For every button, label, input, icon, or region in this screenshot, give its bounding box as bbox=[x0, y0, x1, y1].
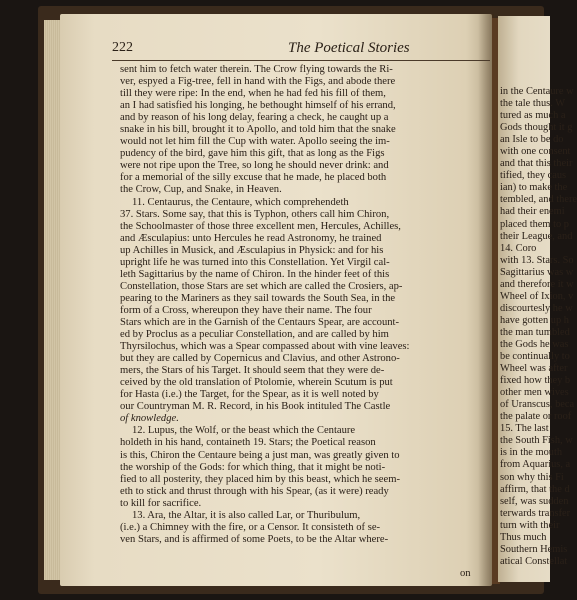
right-text-line: Gods thought it g bbox=[500, 122, 573, 134]
text-line: of knowledge. bbox=[120, 413, 179, 425]
right-text-line: son why this Fi bbox=[500, 471, 564, 483]
right-text-line: discourtesly he w bbox=[500, 302, 573, 314]
right-text-line: of Uranscus, beca bbox=[500, 399, 575, 411]
right-text-line: the man tumbled bbox=[500, 326, 570, 338]
text-line: snake in his bill, brought it to Apollo, and told him that the snake bbox=[120, 124, 396, 136]
text-line: and by reason of his long delay, fearing a check, he caught up a bbox=[120, 112, 389, 124]
text-line: would not let him fill the Cup with water. Apollo seeing the im- bbox=[120, 136, 390, 148]
right-text-line: and therefore it w bbox=[500, 278, 574, 290]
text-line: ed by Proclus as a peculiar Constellation, and are called by him bbox=[120, 329, 389, 341]
right-text-line: other men wives bbox=[500, 387, 569, 399]
text-line: for a memorial of the silly excuse that he made, he placed both bbox=[120, 172, 387, 184]
text-line: ceived by the old translation of Ptolomie, wherein Scutum is put bbox=[120, 377, 393, 389]
right-text-line: tified, they caus bbox=[500, 170, 567, 182]
text-line: 37. Stars. Some say, that this is Typhon, others call him Chiron, bbox=[120, 208, 390, 220]
right-text-line: the South Fish, w bbox=[500, 435, 573, 447]
right-text-line: is in the mouth bbox=[500, 447, 563, 459]
right-page-text bbox=[500, 86, 577, 568]
right-text-line: from Aquarius, a bbox=[500, 459, 571, 471]
text-line: sent him to fetch water therein. The Crow flying towards the Ri- bbox=[120, 64, 393, 75]
right-text-line: turn with their bbox=[500, 519, 560, 531]
text-line: upright life he was turned into this Constellation. Yet Virgil cal- bbox=[120, 256, 390, 268]
right-text-line: affirm, that the d bbox=[500, 483, 570, 495]
text-line: mers, the Stars of his Target. It should seem that they were de- bbox=[120, 365, 385, 377]
text-line: the worship of the Gods: for which thing, that it might be noti- bbox=[120, 461, 386, 473]
header-rule bbox=[112, 60, 490, 61]
right-text-line: placed them to p bbox=[500, 218, 569, 230]
text-line: an I had satisfied his longing, he bethought himself of his errand, bbox=[120, 100, 396, 112]
section-heading-centaurus: 11. Centaurus, the Centaure, which comprehendeth bbox=[132, 196, 349, 208]
right-text-line: self, was sudden bbox=[500, 495, 569, 507]
right-text-line: had their enemi bbox=[500, 206, 565, 218]
text-line: is this, Chiron the Centaure being a just man, was greatly given to bbox=[120, 449, 400, 461]
text-line: holdeth in his hand, containeth 19. Stars; the Poetical reason bbox=[120, 437, 376, 449]
page-number: 222 bbox=[112, 40, 133, 55]
text-line: and Æsculapius: unto Hercules he read Astronomy, he trained bbox=[120, 232, 382, 244]
right-text-line: atical Constellat bbox=[500, 555, 568, 567]
right-text-line: with one consent bbox=[500, 146, 571, 158]
section-heading-lupus: 12. Lupus, the Wolf, or the beast which the Centaure bbox=[132, 425, 356, 437]
right-text-line: have gotten up h bbox=[500, 314, 569, 326]
catchword: on bbox=[460, 568, 471, 579]
right-text-line: the Gods he was bbox=[500, 338, 569, 350]
text-line: the Crow, Cup, and Snake, in Heaven. bbox=[120, 184, 282, 196]
text-line: Constellation, those Stars are set which are called the Crosiers, ap- bbox=[120, 280, 403, 292]
text-line: leth Sagittarius by the name of Chiron. In the hinder feet of this bbox=[120, 268, 390, 280]
right-text-line: Sagittarius was w bbox=[500, 266, 574, 278]
right-text-line: fixed how they b bbox=[500, 375, 571, 387]
text-line: form of a Cross, whereupon they have their name. The four bbox=[120, 304, 372, 316]
text-line: our Countryman M. R. Record, in his Book intituled The Castle bbox=[120, 401, 391, 413]
right-text-line: 14. Coro bbox=[500, 242, 537, 254]
page-header bbox=[112, 40, 492, 62]
right-text-line: an Isle to be do bbox=[500, 134, 564, 146]
right-text-line: tembled, and there bbox=[500, 194, 577, 206]
text-line: pudency of the bird, gave him this gift, that as long as the Figs bbox=[120, 148, 385, 160]
right-text-line: Wheel of Ixion, v bbox=[500, 290, 574, 302]
text-line: till they were ripe: In the end, when he had fed his fill of them, bbox=[120, 88, 386, 100]
text-line: were not ripe upon the Tree, so long he should never drink: and bbox=[120, 160, 389, 172]
right-text-line: terwards transfer bbox=[500, 507, 571, 519]
text-line: (i.e.) a Chimney with the fire, or a Censor. It consisteth of se- bbox=[120, 521, 381, 533]
text-line: up Achilles in Musick, and Æsculapius in Physick: and for his bbox=[120, 244, 384, 256]
right-page bbox=[498, 16, 577, 582]
running-title: The Poetical Stories bbox=[288, 40, 410, 56]
text-line: the Schoolmaster of those three excellent men, Hercules, Achilles, bbox=[120, 220, 401, 232]
text-line: to kill for sacrifice. bbox=[120, 497, 202, 509]
text-line: but they are called by Copernicus and Clavius, and other Astrono- bbox=[120, 353, 400, 365]
body-text bbox=[120, 64, 482, 546]
right-text-line: be continually to bbox=[500, 351, 570, 363]
section-heading-ara: 13. Ara, the Altar, it is also called Lar, or Thuribulum, bbox=[132, 509, 361, 521]
right-text-line: the palate or roof bbox=[500, 411, 572, 423]
right-text-line: the tale thus. W bbox=[500, 98, 566, 110]
text-line: ven Stars, and is affirmed of some Poets, to be the Altar where- bbox=[120, 533, 389, 545]
right-text-line: and that this their bbox=[500, 158, 573, 170]
text-line: ver, espyed a Fig-tree, fell in hand with the Figs, and abode there bbox=[120, 76, 396, 88]
right-text-line: tured as much a bbox=[500, 110, 566, 122]
text-line: pearing to the Mariners as they sail towards the South Sea, in the bbox=[120, 292, 396, 304]
right-text-line: Southern Hemis bbox=[500, 543, 568, 555]
text-line: for Hasta (i.e.) the Target, for the Spear, as it is well noted by bbox=[120, 389, 379, 401]
text-line: Thyrsilochus, which was a Spear compassed about with vine leaves: bbox=[120, 341, 410, 353]
right-text-line: Thus much bbox=[500, 531, 547, 543]
right-text-line: 15. The last bbox=[500, 423, 549, 435]
right-text-line: ian) to make the bbox=[500, 182, 568, 194]
right-text-line: with 13. Stars. So bbox=[500, 254, 574, 266]
text-line: fied to all posterity, they placed him by this beast, which he seem- bbox=[120, 473, 400, 485]
text-line: Stars which are in the Garnish of the Centaurs Spear, are account- bbox=[120, 316, 400, 328]
right-text-line: Wheel was after bbox=[500, 363, 568, 375]
text-line: eth to stick and thrust through with his Spear, (as it were) ready bbox=[120, 485, 389, 497]
right-text-line: their League, and bbox=[500, 230, 573, 242]
right-text-line: in the Centaure w bbox=[500, 86, 574, 97]
